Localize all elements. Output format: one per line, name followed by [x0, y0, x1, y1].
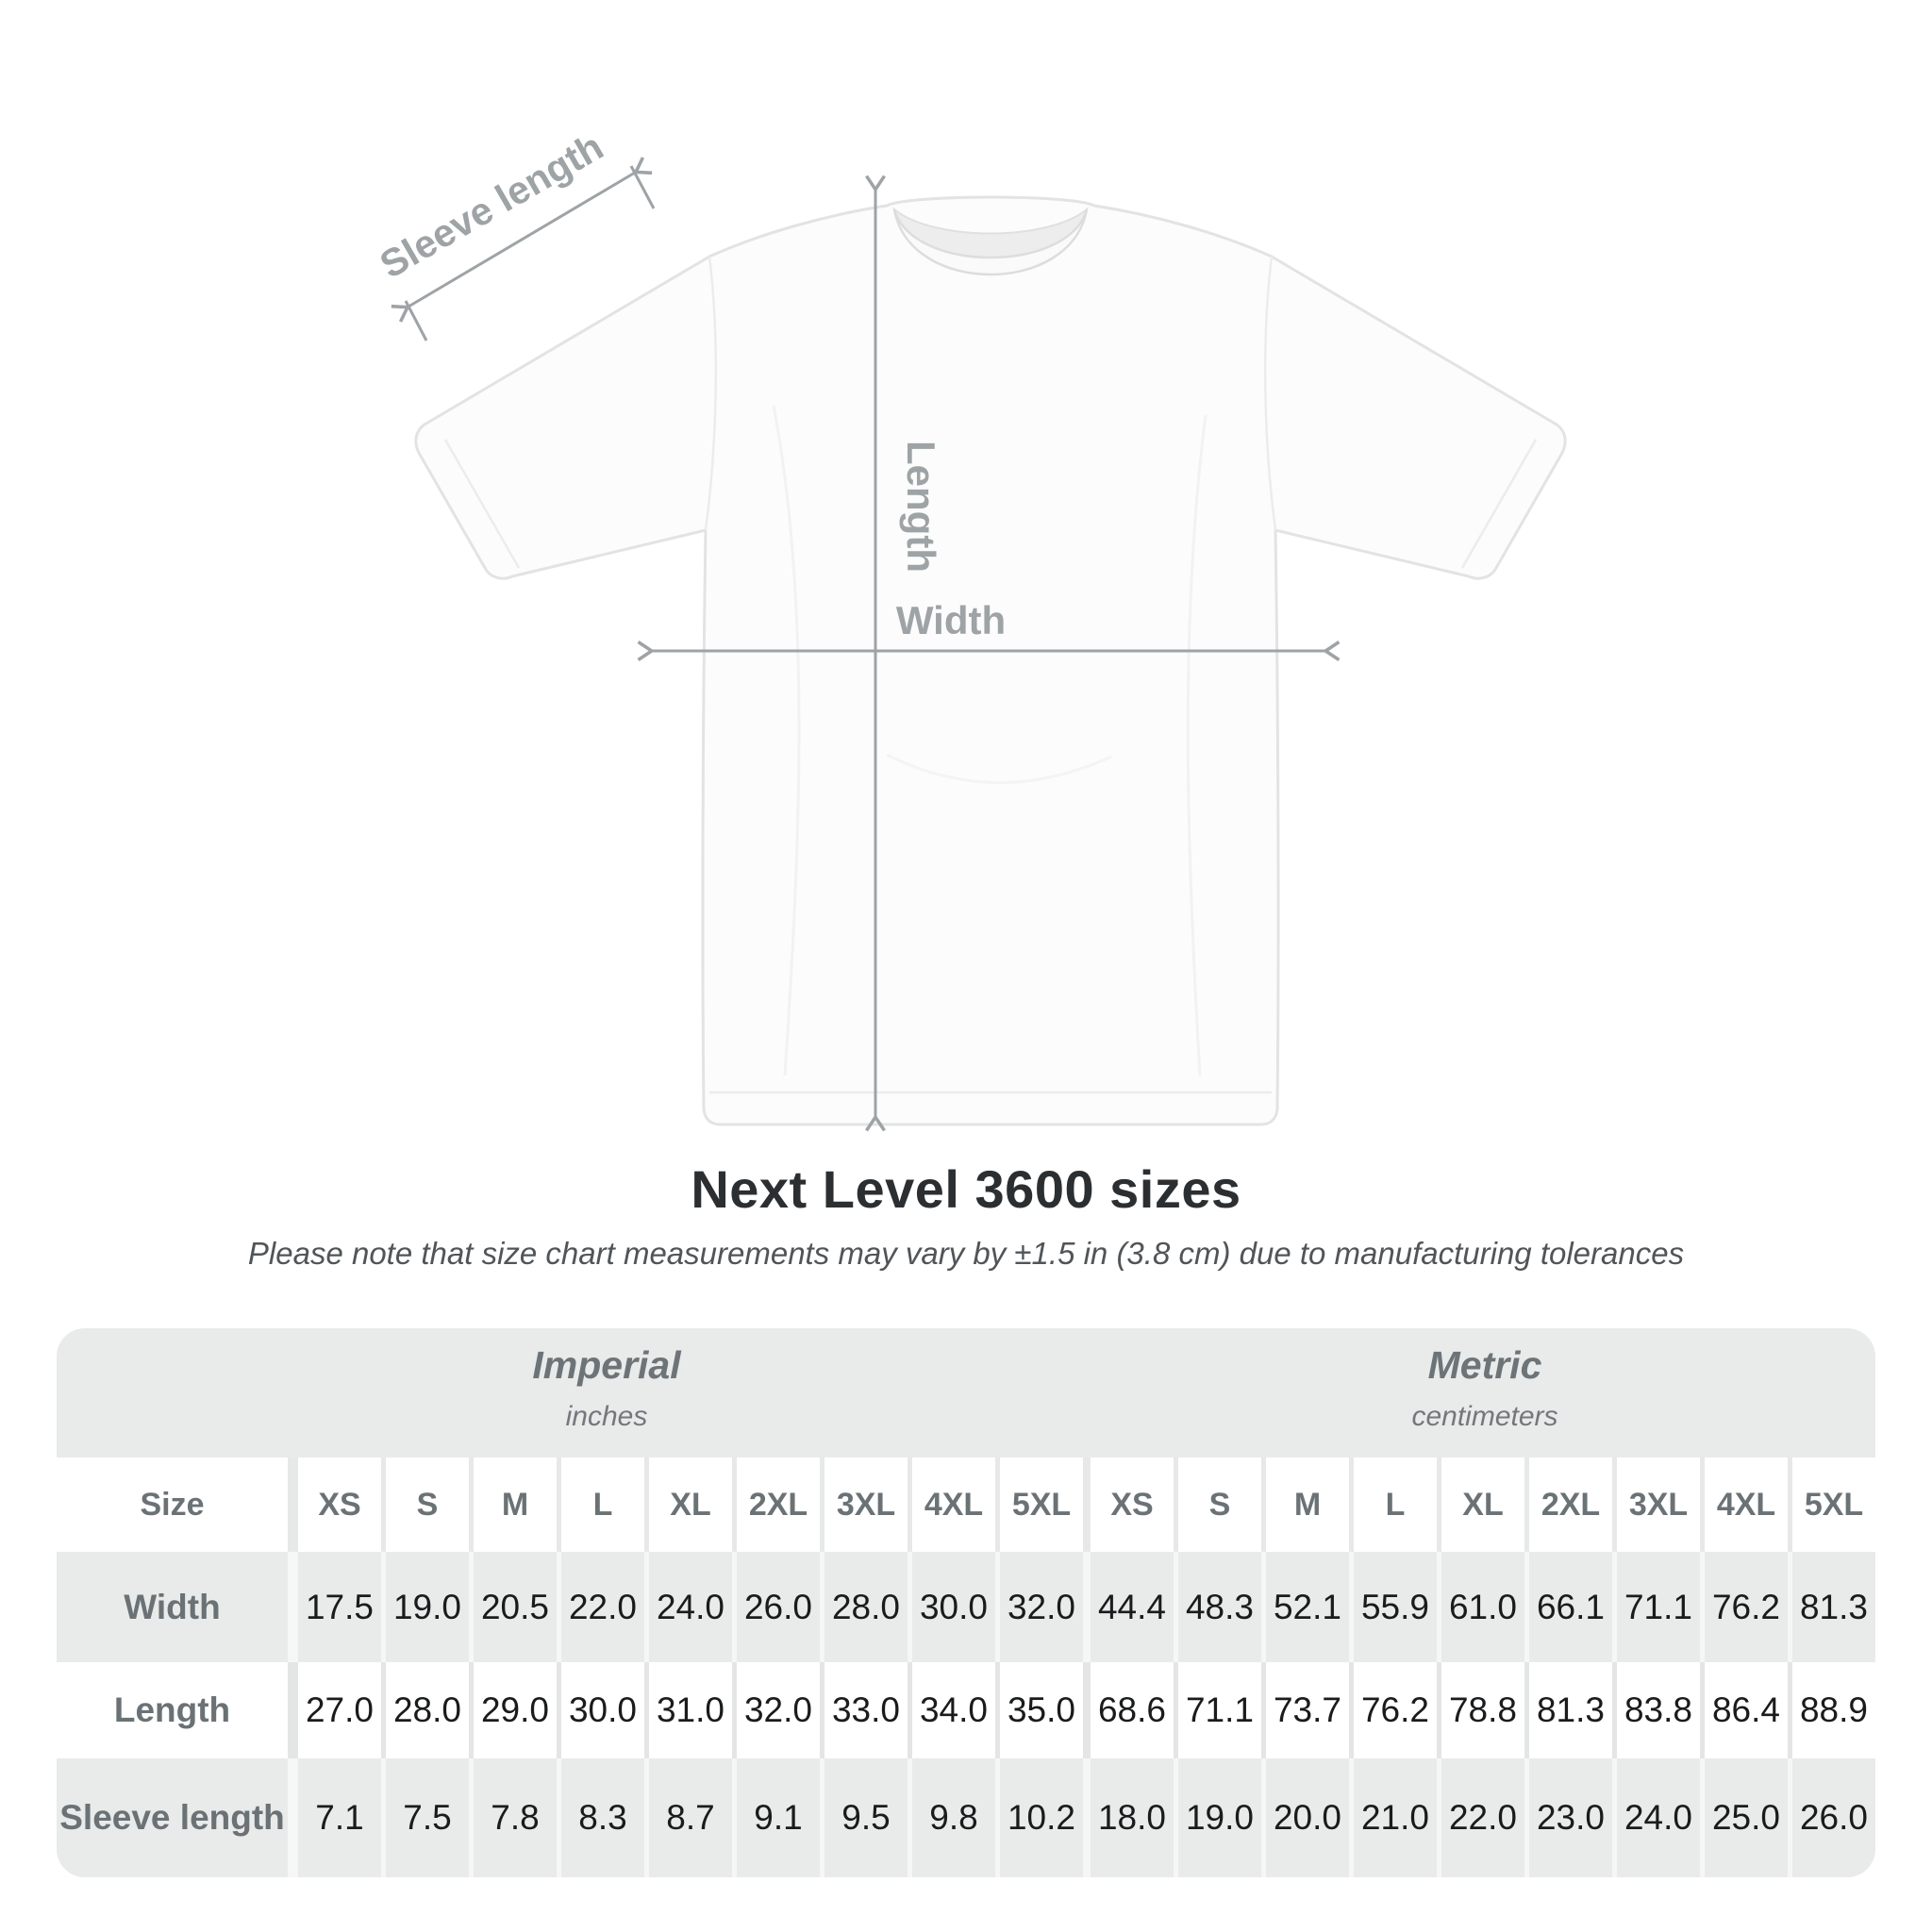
table-row-length [57, 1662, 1875, 1758]
table-row-width [57, 1552, 1875, 1662]
sleeve-metric-xs: 18.0 [1091, 1758, 1174, 1877]
length-metric-4xl: 86.4 [1705, 1662, 1788, 1758]
width-imperial-xs: 17.5 [298, 1552, 381, 1662]
width-metric-4xl: 76.2 [1705, 1552, 1788, 1662]
table-row-sleeve-length [57, 1758, 1875, 1877]
sleeve-imperial-2xl: 9.1 [737, 1758, 820, 1877]
page-subtitle: Please note that size chart measurements may vary by ±1.5 in (3.8 cm) due to manufacturing tolerances [247, 1236, 1685, 1271]
sleeve-metric-xl: 22.0 [1441, 1758, 1524, 1877]
width-imperial-3xl: 28.0 [824, 1552, 908, 1662]
sleeve-metric-5xl: 26.0 [1792, 1758, 1875, 1877]
width-imperial-l: 22.0 [561, 1552, 644, 1662]
size-chart-table [57, 1328, 1875, 1877]
tshirt-outline [416, 197, 1565, 1124]
sleeve-imperial-xs: 7.1 [298, 1758, 381, 1877]
row-label-width: Width [57, 1552, 288, 1662]
width-imperial-4xl: 30.0 [912, 1552, 995, 1662]
unit-band [57, 1328, 1875, 1457]
width-metric-3xl: 71.1 [1617, 1552, 1700, 1662]
length-metric-xs: 68.6 [1091, 1662, 1174, 1758]
width-metric-2xl: 66.1 [1529, 1552, 1612, 1662]
metric-heading [1094, 1341, 1875, 1433]
tshirt-measurement-diagram [283, 94, 1604, 1189]
width-imperial-m: 20.5 [474, 1552, 557, 1662]
page-title: Next Level 3600 sizes [691, 1159, 1241, 1219]
imperial-name: Imperial [532, 1343, 681, 1387]
width-metric-l: 55.9 [1354, 1552, 1437, 1662]
width-metric-xs: 44.4 [1091, 1552, 1174, 1662]
width-metric-5xl: 81.3 [1792, 1552, 1875, 1662]
sleeve-metric-l: 21.0 [1354, 1758, 1437, 1877]
metric-unit: centimeters [1411, 1401, 1558, 1433]
width-imperial-2xl: 26.0 [737, 1552, 820, 1662]
col-header-imperial-4xl: 4XL [912, 1457, 995, 1552]
sleeve-imperial-5xl: 10.2 [1000, 1758, 1083, 1877]
tshirt-graphic [416, 197, 1565, 1124]
col-header-imperial-5xl: 5XL [1000, 1457, 1083, 1552]
length-metric-l: 76.2 [1354, 1662, 1437, 1758]
sleeve-length-end-tick [406, 301, 426, 341]
length-imperial-4xl: 34.0 [912, 1662, 995, 1758]
size-column-header: Size [57, 1457, 288, 1552]
sleeve-metric-3xl: 24.0 [1617, 1758, 1700, 1877]
row-label-length: Length [57, 1662, 288, 1758]
col-header-metric-xl: XL [1441, 1457, 1524, 1552]
length-imperial-3xl: 33.0 [824, 1662, 908, 1758]
row-label-sleeve-length: Sleeve length [57, 1758, 288, 1877]
table-header-row [57, 1457, 1875, 1552]
sleeve-length-label: Sleeve length [373, 124, 610, 287]
col-header-metric-5xl: 5XL [1792, 1457, 1875, 1552]
sleeve-imperial-xl: 8.7 [649, 1758, 732, 1877]
sleeve-metric-4xl: 25.0 [1705, 1758, 1788, 1877]
sleeve-imperial-s: 7.5 [386, 1758, 469, 1877]
width-metric-m: 52.1 [1266, 1552, 1349, 1662]
imperial-heading [57, 1341, 1157, 1433]
length-imperial-l: 30.0 [561, 1662, 644, 1758]
col-header-metric-xs: XS [1091, 1457, 1174, 1552]
col-header-metric-m: M [1266, 1457, 1349, 1552]
sleeve-imperial-3xl: 9.5 [824, 1758, 908, 1877]
width-imperial-s: 19.0 [386, 1552, 469, 1662]
col-header-imperial-xs: XS [298, 1457, 381, 1552]
sleeve-imperial-4xl: 9.8 [912, 1758, 995, 1877]
sleeve-metric-m: 20.0 [1266, 1758, 1349, 1877]
width-metric-xl: 61.0 [1441, 1552, 1524, 1662]
col-header-metric-2xl: 2XL [1529, 1457, 1612, 1552]
col-header-imperial-l: L [561, 1457, 644, 1552]
sleeve-imperial-m: 7.8 [474, 1758, 557, 1877]
length-imperial-m: 29.0 [474, 1662, 557, 1758]
length-metric-m: 73.7 [1266, 1662, 1349, 1758]
width-imperial-5xl: 32.0 [1000, 1552, 1083, 1662]
length-imperial-s: 28.0 [386, 1662, 469, 1758]
sleeve-metric-2xl: 23.0 [1529, 1758, 1612, 1877]
length-metric-5xl: 88.9 [1792, 1662, 1875, 1758]
col-header-metric-l: L [1354, 1457, 1437, 1552]
col-header-imperial-s: S [386, 1457, 469, 1552]
length-metric-2xl: 81.3 [1529, 1662, 1612, 1758]
col-header-metric-3xl: 3XL [1617, 1457, 1700, 1552]
length-metric-3xl: 83.8 [1617, 1662, 1700, 1758]
length-imperial-5xl: 35.0 [1000, 1662, 1083, 1758]
sleeve-length-end-tick [631, 166, 654, 208]
width-imperial-xl: 24.0 [649, 1552, 732, 1662]
col-header-metric-s: S [1178, 1457, 1261, 1552]
length-metric-xl: 78.8 [1441, 1662, 1524, 1758]
length-imperial-xl: 31.0 [649, 1662, 732, 1758]
col-header-imperial-m: M [474, 1457, 557, 1552]
length-label: Length [899, 441, 943, 573]
imperial-unit: inches [565, 1401, 648, 1433]
metric-name: Metric [1427, 1343, 1542, 1387]
length-metric-s: 71.1 [1178, 1662, 1261, 1758]
sleeve-imperial-l: 8.3 [561, 1758, 644, 1877]
col-header-imperial-3xl: 3XL [824, 1457, 908, 1552]
length-imperial-2xl: 32.0 [737, 1662, 820, 1758]
width-label: Width [895, 598, 1007, 642]
width-metric-s: 48.3 [1178, 1552, 1261, 1662]
sleeve-metric-s: 19.0 [1178, 1758, 1261, 1877]
length-imperial-xs: 27.0 [298, 1662, 381, 1758]
col-header-imperial-2xl: 2XL [737, 1457, 820, 1552]
col-header-metric-4xl: 4XL [1705, 1457, 1788, 1552]
col-header-imperial-xl: XL [649, 1457, 732, 1552]
